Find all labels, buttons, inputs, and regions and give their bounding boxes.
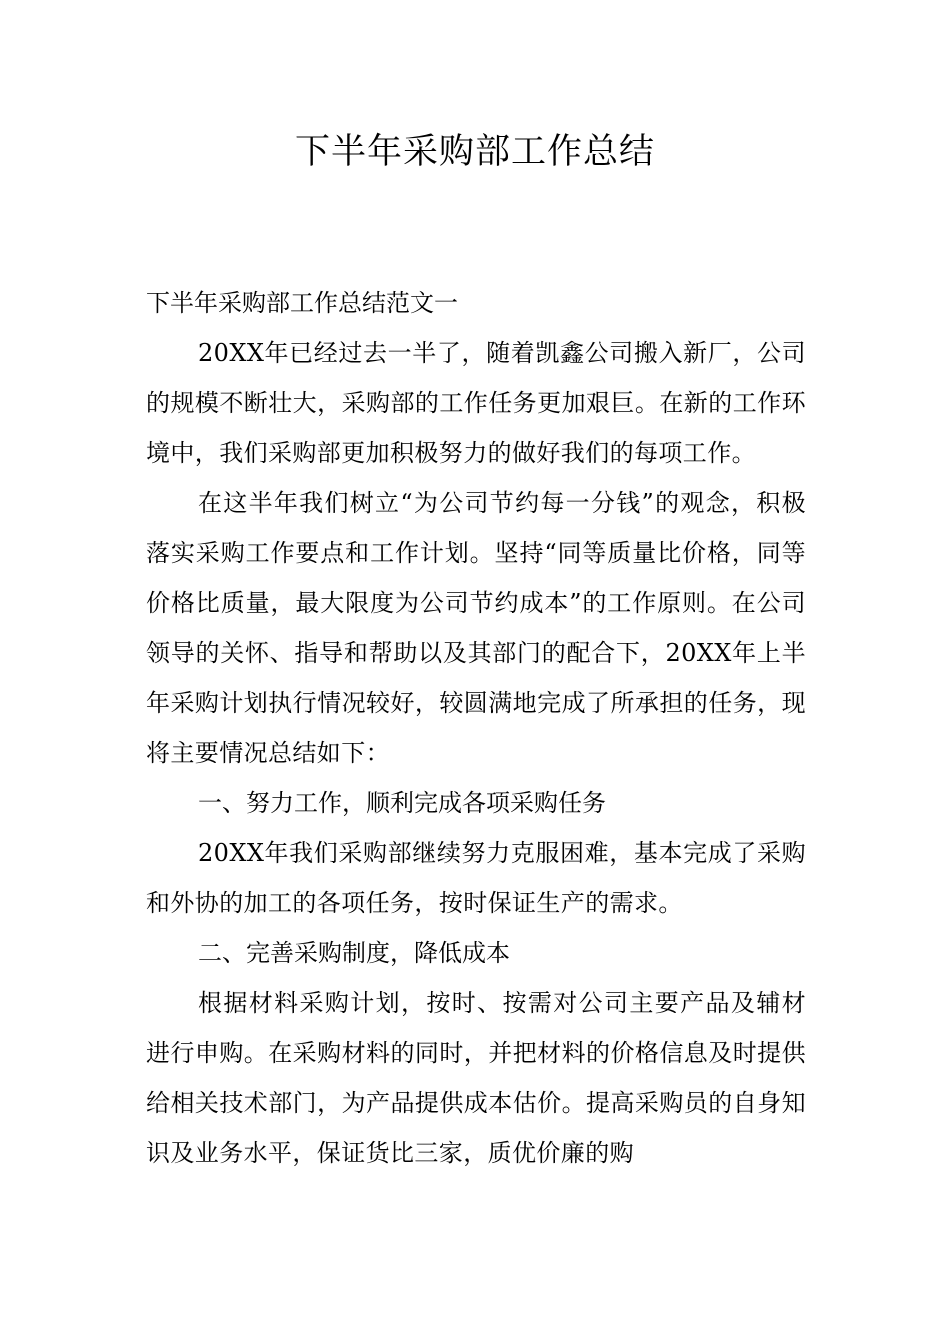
paragraph-intro: 20XX年已经过去一半了，随着凯鑫公司搬入新厂，公司的规模不断壮大，采购部的工作任务更加艰巨。在新的工作环境中，我们采购部更加积极努力的做好我们的每项工作。 <box>146 339 806 467</box>
paragraph-section-1: 20XX年我们采购部继续努力克服困难，基本完成了采购和外协的加工的各项任务，按时保证生产的需求。 <box>146 839 806 917</box>
document-body <box>146 278 806 1178</box>
document-subtitle: 下半年采购部工作总结范文一 <box>146 289 458 317</box>
document-title: 下半年采购部工作总结 <box>294 132 655 172</box>
paragraph-principles: 在这半年我们树立“为公司节约每一分钱”的观念，积极落实采购工作要点和工作计划。坚持“同等质量比价格，同等价格比质量，最大限度为公司节约成本”的工作原则。在公司领导的关怀、指导和帮助以及其部门的配合下，20XX年上半年采购计划执行情况较好，较圆满地完成了所承担的任务，现将主要情况总结如下： <box>146 489 806 767</box>
paragraph-section-2: 根据材料采购计划，按时、按需对公司主要产品及辅材进行申购。在采购材料的同时，并把材料的价格信息及时提供给相关技术部门，为产品提供成本估价。提高采购员的自身知识及业务水平，保证货比三家，质优价廉的购 <box>146 989 806 1167</box>
section-heading-1: 一、努力工作，顺利完成各项采购任务 <box>198 789 606 817</box>
section-heading-2: 二、完善采购制度，降低成本 <box>198 939 510 967</box>
